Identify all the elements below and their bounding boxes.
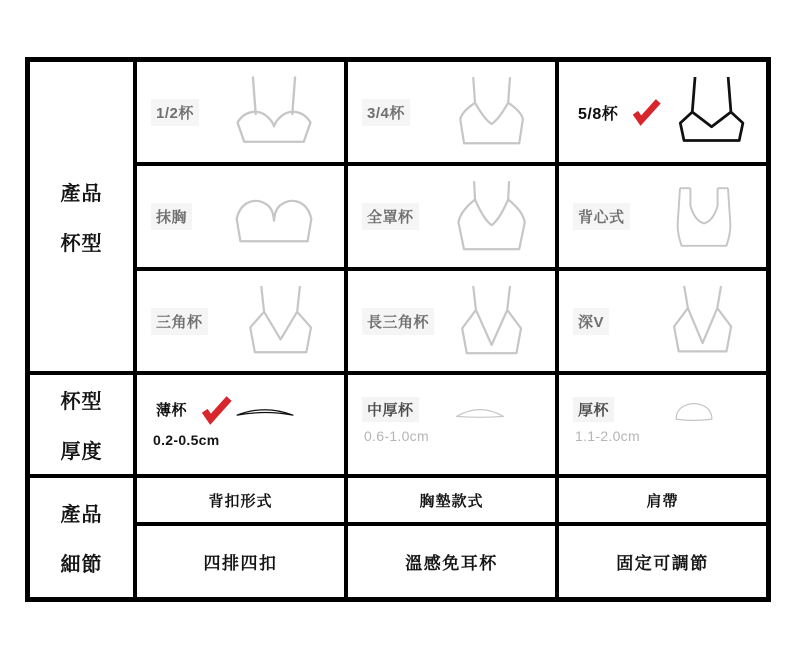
row-header-cup-type (30, 62, 133, 371)
detail-value-back-closure-label: 四排四扣 (203, 554, 278, 573)
row-header-thickness-line1: 杯型 (60, 391, 103, 413)
thickness-cell-medium (348, 375, 555, 474)
product-spec-table (25, 57, 771, 602)
cup-label-vest: 背心式 (573, 203, 630, 230)
long-triangle-cup-icon (441, 282, 533, 360)
row-header-details-line1: 產品 (60, 504, 103, 526)
detail-value-back-closure (137, 526, 344, 597)
thickness-range-thick: 1.1-2.0cm (575, 428, 640, 444)
detail-value-shoulder-strap (559, 526, 766, 597)
bandeau-icon (226, 189, 322, 245)
cup-cell-three-quarter (348, 62, 555, 162)
thickness-cell-thin (137, 375, 344, 474)
full-cup-icon (441, 177, 533, 257)
cup-cell-half (137, 62, 344, 162)
thickness-label-medium: 中厚杯 (362, 397, 419, 422)
half-cup-icon (226, 74, 322, 150)
row-header-details-line2: 細節 (60, 554, 103, 576)
cup-cell-full (348, 166, 555, 267)
cup-cell-five-eighth (559, 62, 766, 162)
detail-value-pad-style-label: 溫感免耳杯 (405, 554, 498, 573)
detail-header-pad-style-label: 胸墊款式 (419, 492, 484, 510)
vest-icon (656, 178, 744, 256)
row-header-thickness (30, 375, 133, 474)
thickness-range-thin: 0.2-0.5cm (153, 431, 220, 448)
row-header-details (30, 478, 133, 597)
row-header-cup-type-line1: 產品 (60, 183, 103, 205)
detail-header-shoulder-strap-label: 肩帶 (646, 492, 679, 510)
triangle-cup-icon (230, 282, 322, 360)
three-quarter-cup-icon (441, 73, 533, 151)
cup-label-five-eighth: 5/8杯 (578, 105, 619, 123)
thickness-range-medium: 0.6-1.0cm (364, 428, 429, 444)
five-eighth-cup-icon (661, 73, 753, 151)
thickness-label-thick: 厚杯 (573, 397, 614, 422)
cup-label-half: 1/2杯 (151, 99, 199, 126)
detail-header-back-closure-label: 背扣形式 (208, 492, 273, 510)
deep-v-cup-icon (652, 282, 744, 360)
cup-cell-bandeau (137, 166, 344, 267)
cup-label-triangle: 三角杯 (151, 308, 208, 335)
cup-label-three-quarter: 3/4杯 (362, 99, 410, 126)
cup-label-full: 全罩杯 (362, 203, 419, 230)
detail-header-back-closure (137, 478, 344, 522)
cup-cell-vest (559, 166, 766, 267)
cup-label-long-triangle: 長三角杯 (362, 308, 434, 335)
thin-pad-icon (234, 403, 296, 419)
row-header-thickness-line2: 厚度 (60, 441, 103, 463)
detail-value-pad-style (348, 526, 555, 597)
cup-cell-deep-v (559, 271, 766, 371)
thickness-label-thin: 薄杯 (156, 402, 188, 419)
cup-cell-long-triangle (348, 271, 555, 371)
thickness-cell-thick (559, 375, 766, 474)
cup-cell-triangle (137, 271, 344, 371)
cup-label-bandeau: 抹胸 (151, 203, 192, 230)
selected-checkmark-icon (630, 96, 662, 128)
detail-header-pad-style (348, 478, 555, 522)
medium-pad-icon (453, 402, 507, 420)
detail-value-shoulder-strap-label: 固定可調節 (616, 554, 709, 573)
detail-header-shoulder-strap (559, 478, 766, 522)
selected-checkmark-icon (199, 392, 233, 426)
row-header-cup-type-line2: 杯型 (60, 233, 103, 255)
thick-pad-icon (670, 399, 718, 423)
cup-label-deep-v: 深V (573, 308, 609, 335)
